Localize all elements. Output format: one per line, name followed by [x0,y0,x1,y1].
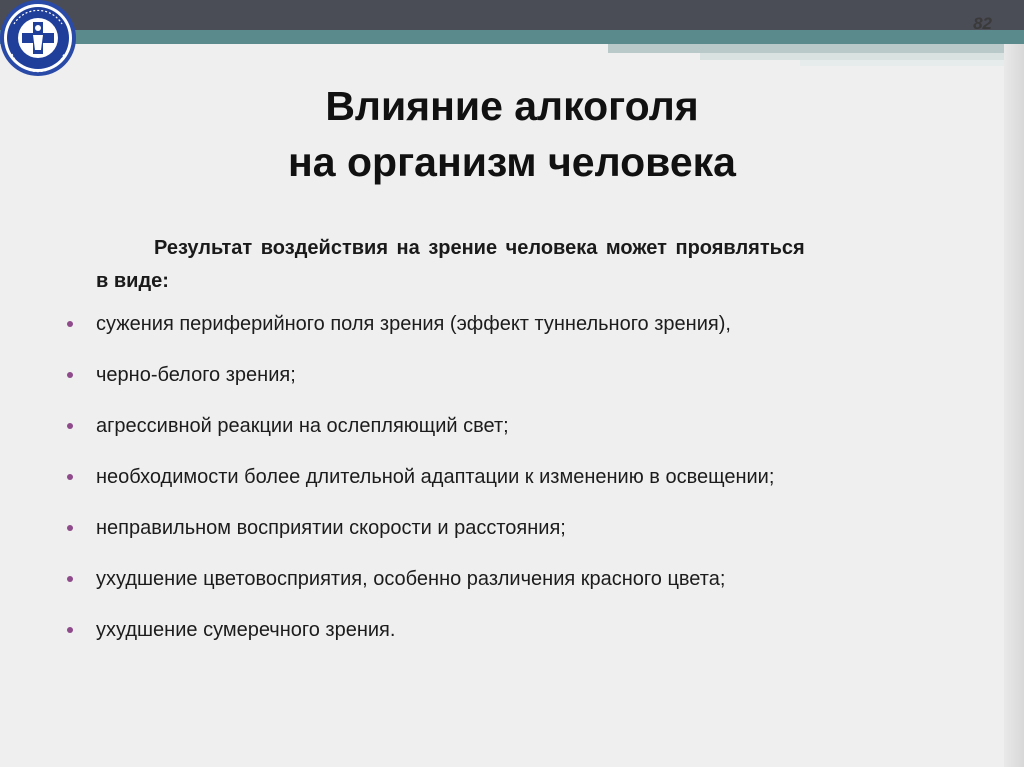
bullet-text: неправильном восприятии скорости и расстояния; [96,517,566,539]
intro-line: в виде: [96,270,169,292]
header-banner-teal [0,30,1024,44]
intro-text [96,232,996,298]
bullet-dot-icon [67,576,73,582]
list-item [60,457,1000,508]
bullet-dot-icon [67,372,73,378]
page-number: 82 [973,14,992,33]
list-item [60,406,1000,457]
medical-cross-emblem-icon [0,0,80,82]
header-banner-dark [0,0,1024,30]
title-line: Влияние алкоголя [325,83,699,129]
bullet-text: агрессивной реакции на ослепляющий свет; [96,415,509,437]
bullet-text: ухудшение сумеречного зрения. [96,619,396,641]
header-stripe [608,44,1024,53]
list-item [60,508,1000,559]
intro-line: Результат воздействия на зрение человека может проявляться [154,237,805,259]
list-item [60,355,1000,406]
bullet-dot-icon [67,627,73,633]
title-line: на организм человека [288,139,736,185]
bullet-list [60,304,1000,661]
header-stripe [700,53,1024,60]
list-item [60,610,1000,661]
bullet-text: черно-белого зрения; [96,364,296,386]
header-stripe [800,60,1024,66]
bullet-dot-icon [67,321,73,327]
bullet-text: необходимости более длительной адаптации к изменению в освещении; [96,466,775,488]
list-item [60,304,1000,355]
bullet-dot-icon [67,423,73,429]
bullet-text: сужения периферийного поля зрения (эффект туннельного зрения), [96,313,731,335]
bullet-text: ухудшение цветовосприятия, особенно различения красного цвета; [96,568,726,590]
list-item [60,559,1000,610]
slide-title [0,78,1024,190]
bullet-dot-icon [67,474,73,480]
bullet-dot-icon [67,525,73,531]
